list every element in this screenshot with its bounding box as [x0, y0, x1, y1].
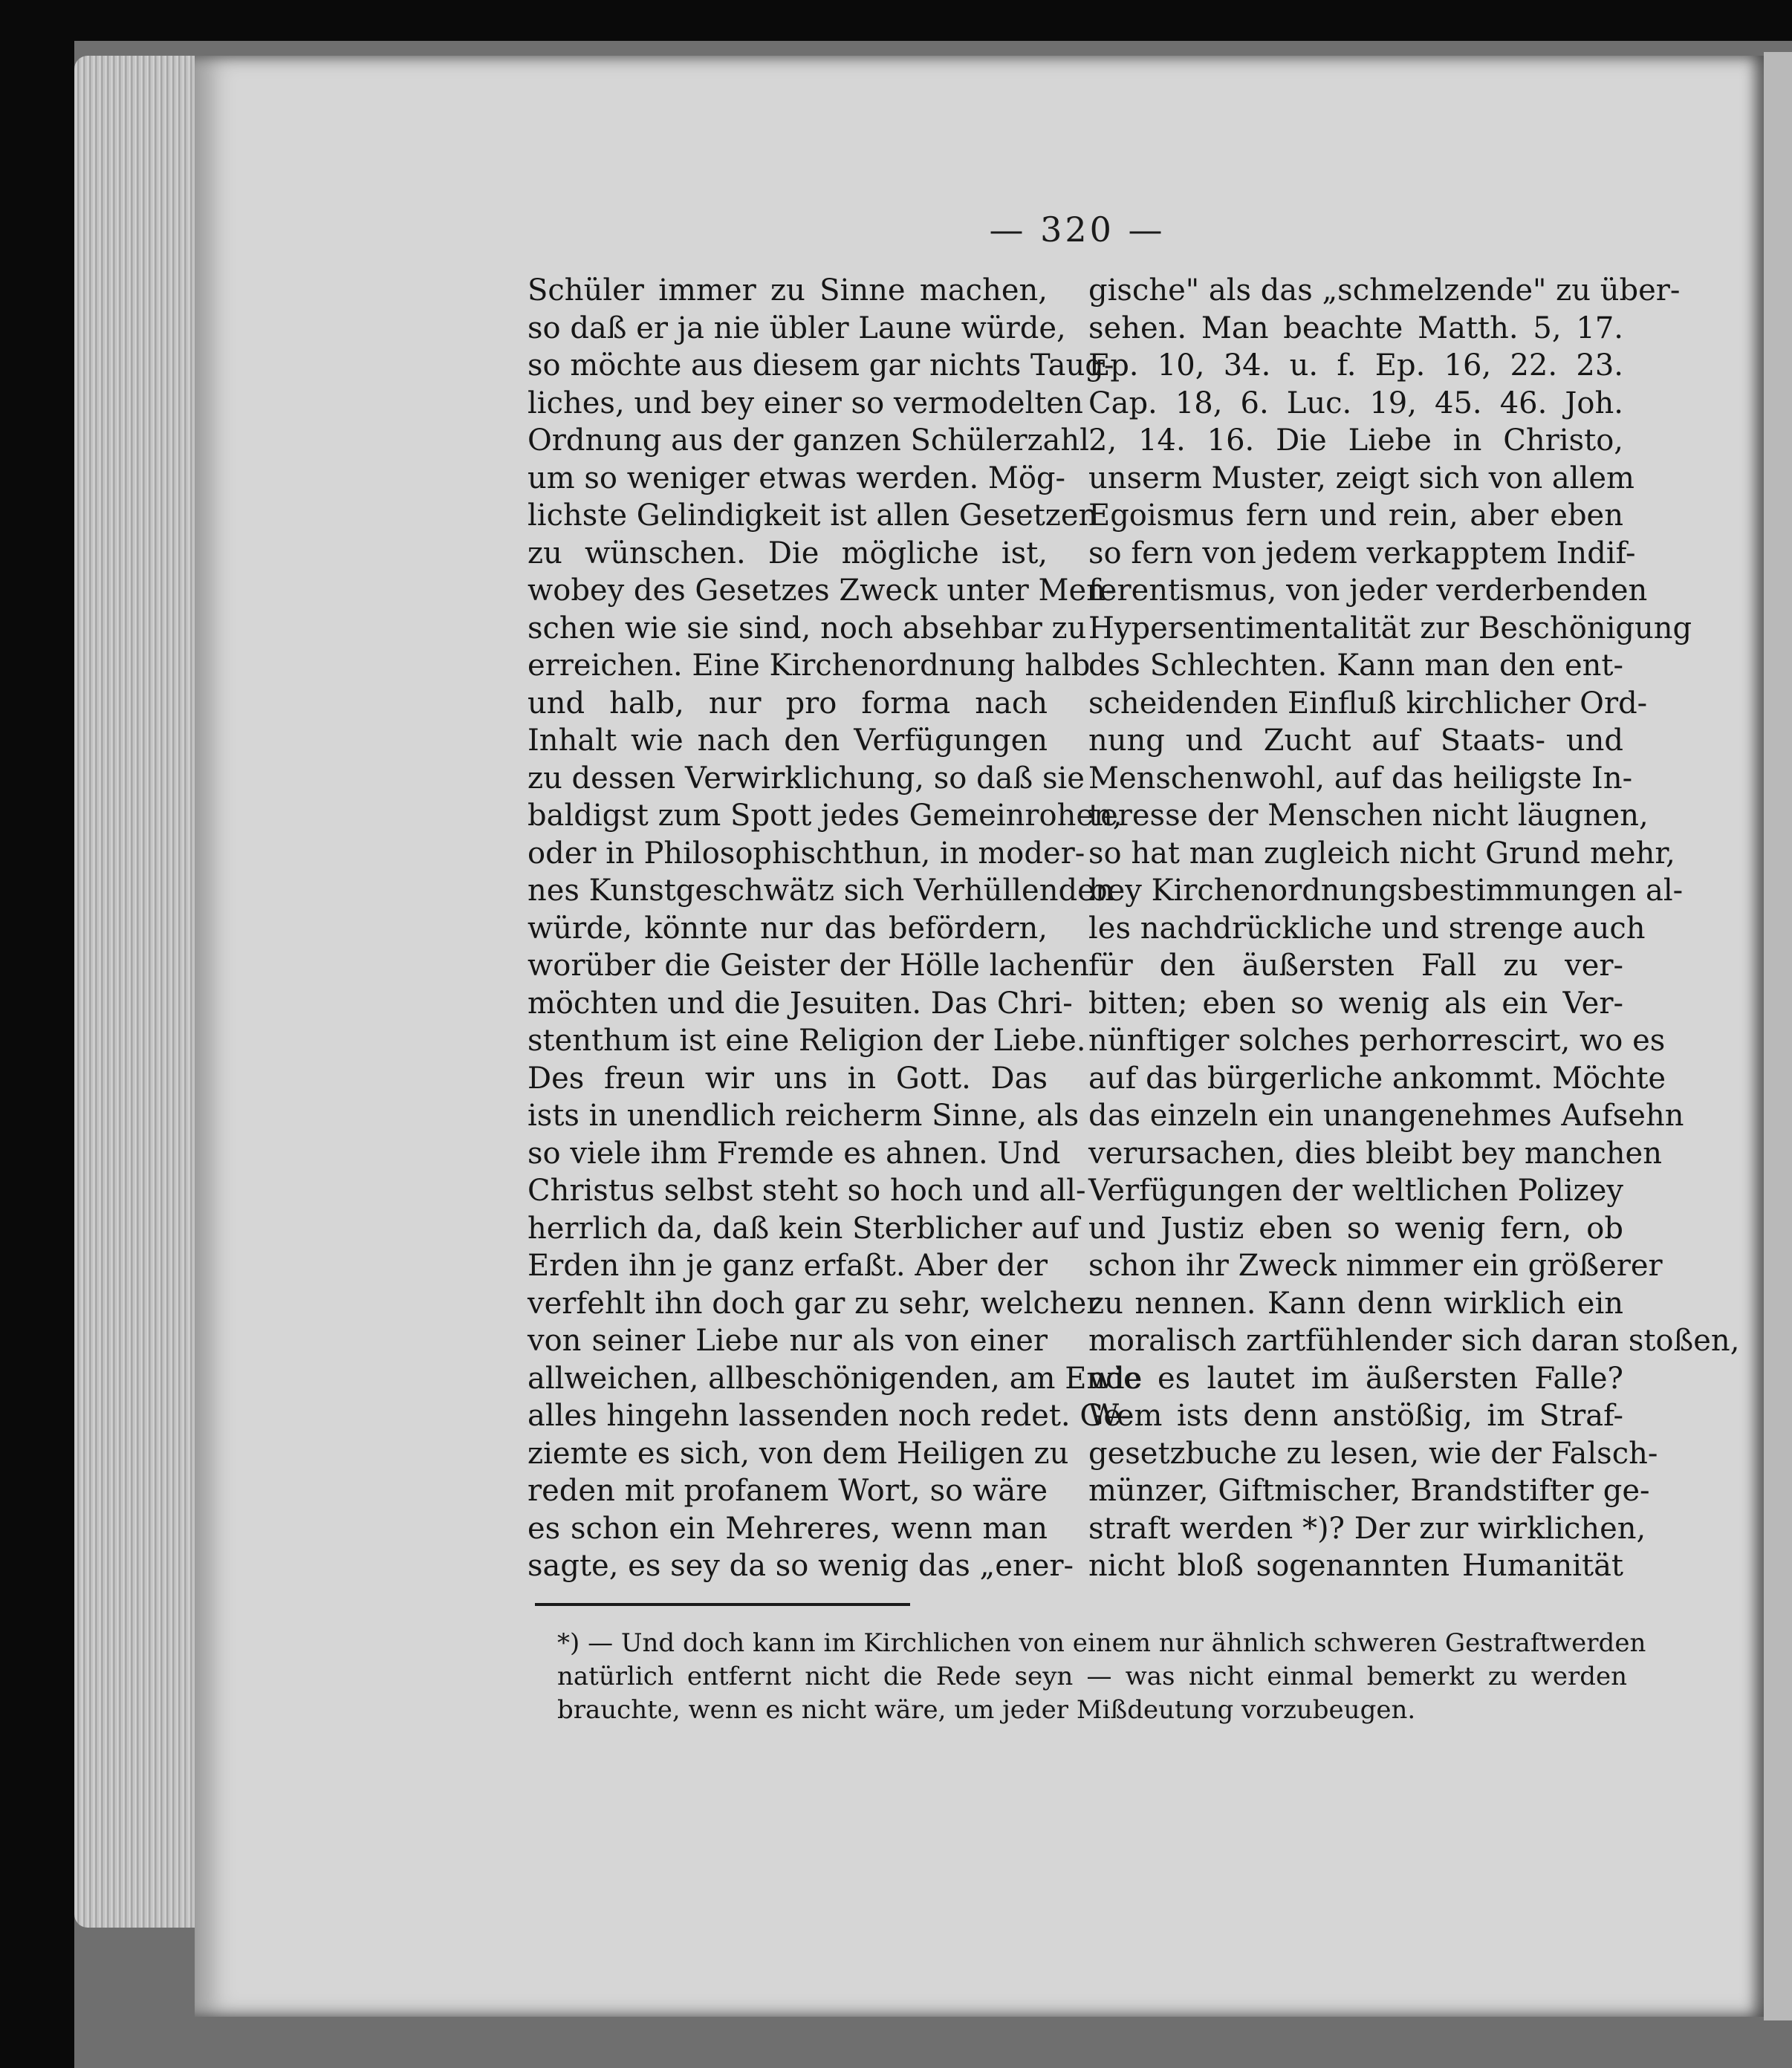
text-line: lichste Gelindigkeit ist allen Gesetzen	[527, 498, 1098, 533]
text-line: allweichen, allbeschönigenden, am Ende	[527, 1361, 1143, 1396]
text-line: scheidenden Einfluß kirchlicher Ord-	[1088, 686, 1648, 721]
text-line: Inhalt wie nach den Verfügungen	[527, 724, 1048, 758]
text-line: Egoismus fern und rein, aber eben	[1088, 498, 1623, 533]
text-line: auf das bürgerliche ankommt. Möchte	[1088, 1061, 1666, 1096]
footnote-line: natürlich entfernt nicht die Rede seyn — was nicht einmal bemerkt zu werden	[557, 1662, 1627, 1691]
text-line: zu nennen. Kann denn wirklich ein	[1088, 1286, 1623, 1321]
text-line: Menschenwohl, auf das heiligste In-	[1088, 761, 1633, 796]
text-line: wie es lautet im äußersten Falle?	[1088, 1361, 1623, 1396]
text-line: so möchte aus diesem gar nichts Taug-	[527, 348, 1114, 383]
text-line: das einzeln ein unangenehmes Aufsehn	[1088, 1099, 1684, 1133]
text-line: Hypersentimentalität zur Beschönigung	[1088, 611, 1692, 646]
text-line: herrlich da, daß kein Sterblicher auf	[527, 1211, 1080, 1246]
footnote	[557, 1627, 1646, 1727]
text-line: würde, könnte nur das befördern,	[527, 911, 1048, 946]
text-line: gesetzbuche zu lesen, wie der Falsch-	[1088, 1436, 1658, 1471]
text-line: so fern von jedem verkapptem Indif-	[1088, 536, 1636, 570]
page-edges	[74, 56, 201, 1928]
text-line: reden mit profanem Wort, so wäre	[527, 1474, 1048, 1508]
text-line: Wem ists denn anstößig, im Straf-	[1088, 1399, 1623, 1433]
text-line: verursachen, dies bleibt bey manchen	[1088, 1136, 1662, 1171]
text-line: bey Kirchenordnungsbestimmungen al-	[1088, 874, 1684, 908]
text-line: teresse der Menschen nicht läugnen,	[1088, 799, 1649, 833]
left-text-column	[527, 272, 1143, 1585]
text-line: wobey des Gesetzes Zweck unter Men-	[527, 573, 1116, 608]
text-line: 2, 14. 16. Die Liebe in Christo,	[1088, 423, 1623, 458]
text-line: Cap. 18, 6. Luc. 19, 45. 46. Joh.	[1088, 386, 1623, 420]
text-line: Verfügungen der weltlichen Polizey	[1088, 1174, 1623, 1208]
text-line: liches, und bey einer so vermodelten	[527, 386, 1083, 420]
text-line: um so weniger etwas werden. Mög-	[527, 461, 1066, 495]
text-line: oder in Philosophischthun, in moder-	[527, 836, 1085, 871]
text-line: Christus selbst steht so hoch und all-	[527, 1174, 1086, 1208]
text-line: verfehlt ihn doch gar zu sehr, welcher	[527, 1286, 1101, 1321]
text-line: stenthum ist eine Religion der Liebe.	[527, 1024, 1086, 1058]
text-line: straft werden *)? Der zur wirklichen,	[1088, 1511, 1646, 1546]
text-line: so daß er ja nie übler Laune würde,	[527, 310, 1066, 345]
text-line: schon ihr Zweck nimmer ein größerer	[1088, 1249, 1663, 1283]
text-line: so hat man zugleich nicht Grund mehr,	[1088, 836, 1675, 871]
text-line: es schon ein Mehreres, wenn man	[527, 1511, 1048, 1546]
text-line: sagte, es sey da so wenig das „ener-	[527, 1549, 1074, 1583]
text-line: Erden ihn je ganz erfaßt. Aber der	[527, 1249, 1048, 1283]
footnote-line: *) — Und doch kann im Kirchlichen von einem nur ähnlich schweren Gestraftwerden	[557, 1628, 1646, 1658]
text-line: des Schlechten. Kann man den ent-	[1088, 648, 1623, 683]
text-line: ists in unendlich reicherm Sinne, als	[527, 1099, 1080, 1133]
text-line: und halb, nur pro forma nach	[527, 686, 1048, 721]
right-text-column	[1088, 272, 1740, 1585]
text-line: nünftiger solches perhorrescirt, wo es	[1088, 1024, 1666, 1058]
text-line: und Justiz eben so wenig fern, ob	[1088, 1211, 1623, 1246]
text-line: nes Kunstgeschwätz sich Verhüllenden	[527, 874, 1114, 908]
text-line: Ep. 10, 34. u. f. Ep. 16, 22. 23.	[1088, 348, 1623, 383]
footnote-line: brauchte, wenn es nicht wäre, um jeder Mißdeutung vorzubeugen.	[557, 1695, 1416, 1725]
text-line: sehen. Man beachte Matth. 5, 17.	[1088, 310, 1623, 345]
text-line: möchten und die Jesuiten. Das Chri-	[527, 986, 1073, 1021]
text-line: bitten; eben so wenig als ein Ver-	[1088, 986, 1623, 1021]
text-line: münzer, Giftmischer, Brandstifter ge-	[1088, 1474, 1650, 1508]
text-line: unserm Muster, zeigt sich von allem	[1088, 461, 1634, 495]
text-line: ferentismus, von jeder verderbenden	[1088, 573, 1648, 608]
text-line: nung und Zucht auf Staats- und	[1088, 724, 1623, 758]
text-line: worüber die Geister der Hölle lachen	[527, 949, 1089, 983]
text-line: zu wünschen. Die mögliche ist,	[527, 536, 1048, 570]
text-line: Des freun wir uns in Gott. Das	[527, 1061, 1048, 1096]
page-number: — 320 —	[989, 209, 1166, 250]
text-line: Ordnung aus der ganzen Schülerzahl	[527, 423, 1089, 458]
text-line: ziemte es sich, von dem Heiligen zu	[527, 1436, 1069, 1471]
text-line: schen wie sie sind, noch absehbar zu	[527, 611, 1087, 646]
text-line: für den äußersten Fall zu ver-	[1088, 949, 1623, 983]
text-line: Schüler immer zu Sinne machen,	[527, 273, 1048, 308]
text-line: moralisch zartfühlender sich daran stoßen,	[1088, 1324, 1740, 1358]
text-line: nicht bloß sogenannten Humanität	[1088, 1549, 1623, 1583]
text-line: so viele ihm Fremde es ahnen. Und	[527, 1136, 1061, 1171]
footnote-rule	[535, 1603, 910, 1606]
text-line: erreichen. Eine Kirchenordnung halb	[527, 648, 1091, 683]
text-line: baldigst zum Spott jedes Gemeinrohen,	[527, 799, 1123, 833]
text-line: alles hingehn lassenden noch redet. Ge-	[527, 1399, 1132, 1433]
text-line: gische" als das „schmelzende" zu über-	[1088, 273, 1681, 308]
text-line: zu dessen Verwirklichung, so daß sie	[527, 761, 1085, 796]
facing-page-edge	[1764, 52, 1792, 2020]
text-line: von seiner Liebe nur als von einer	[527, 1324, 1048, 1358]
text-line: les nachdrückliche und strenge auch	[1088, 911, 1646, 946]
